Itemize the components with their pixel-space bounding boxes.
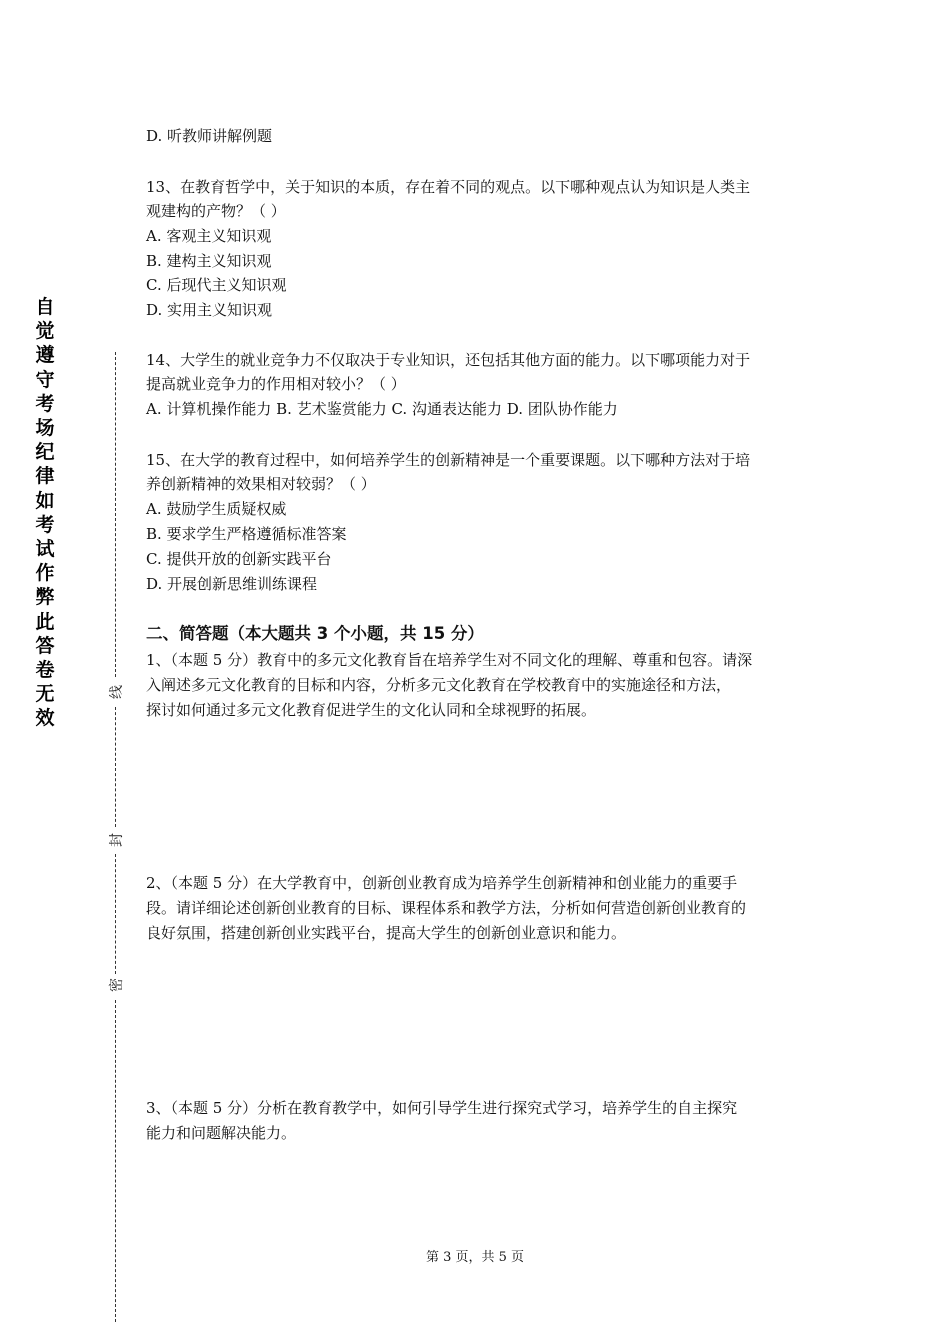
q13-option-d: D. 实用主义知识观 <box>146 301 273 319</box>
notice-char: 试 <box>35 538 55 561</box>
q13-option-b: B. 建构主义知识观 <box>146 252 272 270</box>
notice-char: 场 <box>35 417 55 440</box>
notice-char: 考 <box>35 392 55 415</box>
section-title-short-answer: 二、简答题（本大题共 3 个小题，共 15 分） <box>146 624 484 643</box>
q13-stem-line1: 13、在教育哲学中，关于知识的本质，存在着不同的观点。以下哪种观点认为知识是人类主 <box>146 178 751 196</box>
notice-char: 考 <box>35 513 55 536</box>
dashed-segment <box>115 707 116 827</box>
notice-char: 作 <box>35 562 55 585</box>
dashed-segment <box>115 854 116 974</box>
notice-char: 弊 <box>35 586 55 609</box>
binding-mark-secret: 密 <box>109 978 125 992</box>
binding-mark-seal: 封 <box>109 833 125 847</box>
notice-char: 无 <box>35 683 55 706</box>
binding-line <box>105 352 127 1322</box>
q15-option-d: D. 开展创新思维训练课程 <box>146 575 318 593</box>
q15-option-b: B. 要求学生严格遵循标准答案 <box>146 525 347 543</box>
sa2-line2: 段。请详细论述创新创业教育的目标、课程体系和教学方法，分析如何营造创新创业教育的 <box>146 899 747 917</box>
notice-char: 答 <box>35 634 55 657</box>
page-footer: 第 3 页，共 5 页 <box>425 1250 525 1265</box>
notice-char: 自 <box>35 296 55 318</box>
sa2-line3: 良好氛围，搭建创新创业实践平台，提高大学生的创新创业意识和能力。 <box>146 924 627 942</box>
q15-option-a: A. 鼓励学生质疑权威 <box>146 500 287 518</box>
notice-char: 纪 <box>35 441 55 464</box>
binding-mark-line: 线 <box>109 685 125 699</box>
q15-stem-line1: 15、在大学的教育过程中，如何培养学生的创新精神是一个重要课题。以下哪种方法对于培 <box>146 451 751 469</box>
notice-char: 效 <box>35 707 55 730</box>
notice-char: 律 <box>35 465 55 488</box>
notice-char: 如 <box>35 489 55 512</box>
notice-char: 此 <box>35 610 55 633</box>
dashed-segment <box>115 1000 116 1322</box>
sa2-line1: 2、（本题 5 分）在大学教育中，创新创业教育成为培养学生创新精神和创业能力的重要手 <box>146 874 738 892</box>
q15-option-c: C. 提供开放的创新实践平台 <box>146 550 332 568</box>
sa1-line3: 探讨如何通过多元文化教育促进学生的文化认同和全球视野的拓展。 <box>146 701 597 719</box>
q13-stem-line2: 观建构的产物？（ ） <box>146 202 286 220</box>
dashed-segment <box>115 352 116 677</box>
notice-char: 卷 <box>35 659 55 682</box>
q14-stem-line2: 提高就业竞争力的作用相对较小？（ ） <box>146 375 406 393</box>
sa1-line2: 入阐述多元文化教育的目标和内容，分析多元文化教育在学校教育中的实施途径和方法， <box>146 676 732 694</box>
q13-option-a: A. 客观主义知识观 <box>146 227 272 245</box>
exam-discipline-notice <box>30 295 60 731</box>
q13-option-c: C. 后现代主义知识观 <box>146 276 287 294</box>
notice-char: 守 <box>35 368 55 391</box>
q14-stem-line1: 14、大学生的就业竞争力不仅取决于专业知识，还包括其他方面的能力。以下哪项能力对于 <box>146 351 751 369</box>
sa1-line1: 1、（本题 5 分）教育中的多元文化教育旨在培养学生对不同文化的理解、尊重和包容。请深 <box>146 651 753 669</box>
q12-option-d: D. 听教师讲解例题 <box>146 127 273 145</box>
notice-char: 觉 <box>35 320 55 343</box>
q14-options: A. 计算机操作能力 B. 艺术鉴赏能力 C. 沟通表达能力 D. 团队协作能力 <box>146 400 618 418</box>
sa3-line2: 能力和问题解决能力。 <box>146 1124 297 1142</box>
q15-stem-line2: 养创新精神的效果相对较弱？（ ） <box>146 475 376 493</box>
sa3-line1: 3、（本题 5 分）分析在教育教学中，如何引导学生进行探究式学习，培养学生的自主探究 <box>146 1099 738 1117</box>
notice-char: 遵 <box>35 344 55 367</box>
